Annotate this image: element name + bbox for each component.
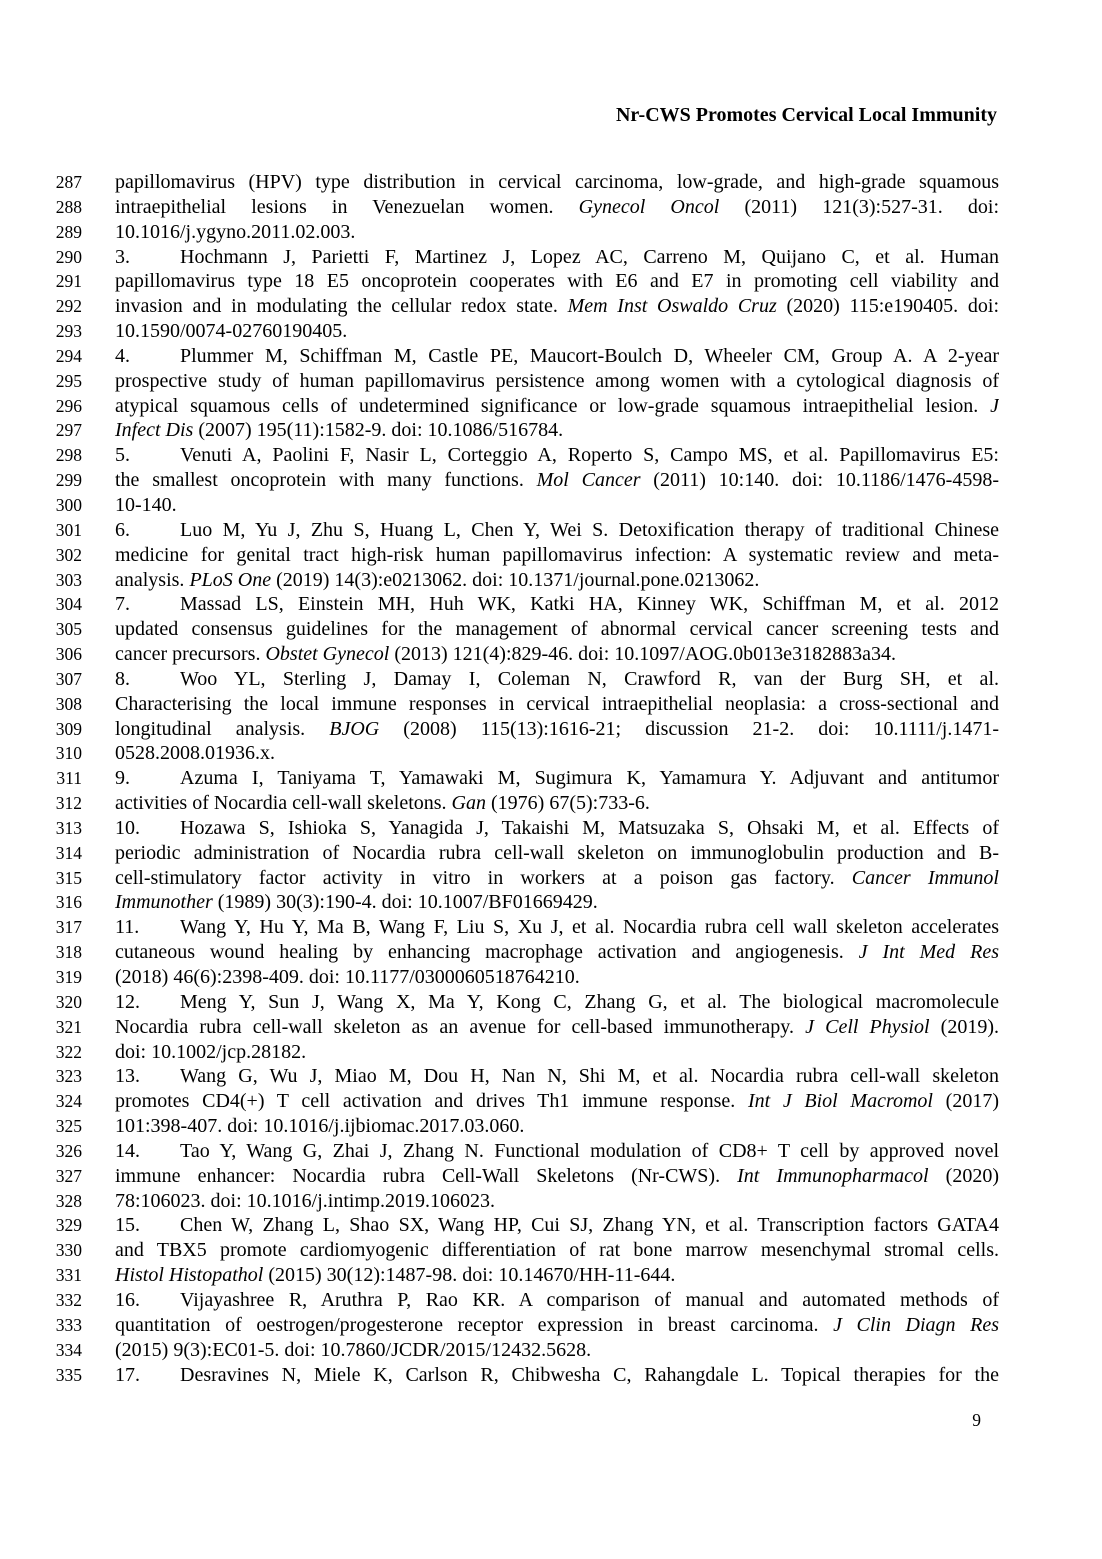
line-text bbox=[115, 717, 999, 741]
line-number: 289 bbox=[55, 221, 82, 242]
text-line bbox=[0, 195, 1102, 220]
line-number: 330 bbox=[55, 1240, 82, 1261]
text-line bbox=[0, 592, 1102, 617]
reference-number: 13. bbox=[115, 1065, 140, 1088]
line-number: 325 bbox=[55, 1116, 82, 1137]
text-segment: 101:398-407. doi: 10.1016/j.ijbiomac.2017.03.060. bbox=[115, 1115, 525, 1138]
line-number: 324 bbox=[55, 1091, 82, 1112]
text-segment: cutaneous wound healing by enhancing macrophage activation and angiogenesis. bbox=[115, 941, 859, 964]
line-number: 308 bbox=[55, 693, 82, 714]
text-segment: (1989) 30(3):190-4. doi: 10.1007/BF01669429. bbox=[212, 891, 598, 914]
text-line bbox=[0, 369, 1102, 394]
line-number: 334 bbox=[55, 1339, 82, 1360]
line-text bbox=[115, 369, 999, 393]
reference-number: 12. bbox=[115, 990, 140, 1013]
text-segment: Nocardia rubra cell-wall skeleton as an avenue for cell-based immunotherapy. bbox=[115, 1015, 806, 1038]
text-line bbox=[0, 294, 1102, 319]
running-header: Nr-CWS Promotes Cervical Local Immunity bbox=[615, 104, 997, 126]
text-segment: longitudinal analysis. bbox=[115, 717, 330, 740]
journal-name: Int J Biol Macromol bbox=[747, 1090, 933, 1113]
line-text bbox=[115, 1213, 999, 1237]
line-number: 296 bbox=[55, 395, 82, 416]
text-segment: (2020) bbox=[928, 1164, 999, 1187]
line-text bbox=[115, 468, 999, 492]
line-text bbox=[115, 568, 999, 592]
line-number: 331 bbox=[55, 1265, 82, 1286]
line-text bbox=[115, 418, 999, 442]
text-line bbox=[0, 1238, 1102, 1263]
text-segment: medicine for genital tract high-risk human papillomavirus infection: A systematic review and meta- bbox=[115, 543, 999, 566]
text-segment: (2019). bbox=[929, 1015, 999, 1038]
line-number: 292 bbox=[55, 296, 82, 317]
journal-name: Mol Cancer bbox=[536, 469, 641, 492]
text-segment: Massad LS, Einstein MH, Huh WK, Katki HA, Kinney WK, Schiffman M, et al. 2012 bbox=[180, 593, 999, 616]
text-segment: activities of Nocardia cell-wall skeletons. bbox=[115, 792, 452, 815]
line-text bbox=[115, 915, 999, 939]
line-text bbox=[115, 269, 999, 293]
text-segment: quantitation of oestrogen/progesterone receptor expression in breast carcinoma. bbox=[115, 1313, 834, 1336]
line-number: 306 bbox=[55, 644, 82, 665]
text-line bbox=[0, 990, 1102, 1015]
text-line bbox=[0, 568, 1102, 593]
line-text bbox=[115, 195, 999, 219]
text-line bbox=[0, 766, 1102, 791]
text-segment: Plummer M, Schiffman M, Castle PE, Maucort-Boulch D, Wheeler CM, Group A. A 2-year bbox=[180, 344, 999, 367]
page-number: 9 bbox=[972, 1410, 981, 1430]
line-text bbox=[115, 220, 999, 244]
reference-number: 10. bbox=[115, 816, 140, 839]
journal-name: PLoS One bbox=[189, 568, 272, 591]
text-line bbox=[0, 890, 1102, 915]
text-segment: promotes CD4(+) T cell activation and drives Th1 immune response. bbox=[115, 1090, 748, 1113]
line-number: 312 bbox=[55, 793, 82, 814]
line-text bbox=[115, 518, 999, 542]
text-line bbox=[0, 642, 1102, 667]
text-segment: (2015) 30(12):1487-98. doi: 10.14670/HH-11-644. bbox=[263, 1264, 676, 1287]
line-number: 323 bbox=[55, 1066, 82, 1087]
text-line bbox=[0, 394, 1102, 419]
text-line bbox=[0, 1089, 1102, 1114]
text-line bbox=[0, 692, 1102, 717]
text-segment: Luo M, Yu J, Zhu S, Huang L, Chen Y, Wei S. Detoxification therapy of traditional Chinese bbox=[180, 518, 999, 541]
text-line bbox=[0, 1114, 1102, 1139]
line-text bbox=[115, 493, 999, 517]
line-number: 299 bbox=[55, 470, 82, 491]
line-number: 322 bbox=[55, 1041, 82, 1062]
line-text bbox=[115, 170, 999, 194]
line-number: 294 bbox=[55, 345, 82, 366]
line-text bbox=[115, 1363, 999, 1387]
line-number: 290 bbox=[55, 246, 82, 267]
line-number: 335 bbox=[55, 1364, 82, 1385]
line-number: 321 bbox=[55, 1016, 82, 1037]
text-segment: Hochmann J, Parietti F, Martinez J, Lopez AC, Carreno M, Quijano C, et al. Human bbox=[180, 245, 999, 268]
text-segment: Desravines N, Miele K, Carlson R, Chibwesha C, Rahangdale L. Topical therapies for the bbox=[180, 1363, 999, 1386]
journal-name: BJOG bbox=[329, 717, 380, 740]
line-text bbox=[115, 443, 999, 467]
line-number: 302 bbox=[55, 544, 82, 565]
journal-name: Obstet Gynecol bbox=[265, 643, 390, 666]
text-segment: cancer precursors. bbox=[115, 643, 266, 666]
text-line bbox=[0, 1313, 1102, 1338]
line-number: 313 bbox=[55, 817, 82, 838]
journal-name: Gynecol Oncol bbox=[578, 195, 720, 218]
text-line bbox=[0, 1015, 1102, 1040]
text-line bbox=[0, 1213, 1102, 1238]
journal-name: J bbox=[990, 394, 999, 417]
text-line bbox=[0, 791, 1102, 816]
journal-name: Histol Histopathol bbox=[115, 1264, 264, 1287]
text-line bbox=[0, 1338, 1102, 1363]
text-line bbox=[0, 344, 1102, 369]
text-segment: Woo YL, Sterling J, Damay I, Coleman N, Crawford R, van der Burg SH, et al. bbox=[180, 667, 999, 690]
text-line bbox=[0, 1040, 1102, 1065]
line-number: 326 bbox=[55, 1140, 82, 1161]
text-segment: papillomavirus (HPV) type distribution in cervical carcinoma, low-grade, and high-grade squamous bbox=[115, 171, 999, 193]
text-segment: Azuma I, Taniyama T, Yamawaki M, Sugimura K, Yamamura Y. Adjuvant and antitumor bbox=[180, 767, 999, 790]
text-segment: (2020) 115:e190405. doi: bbox=[776, 295, 999, 318]
line-number: 293 bbox=[55, 321, 82, 342]
text-segment: 10-140. bbox=[115, 493, 177, 516]
line-number: 305 bbox=[55, 619, 82, 640]
text-line bbox=[0, 245, 1102, 270]
line-text bbox=[115, 1288, 999, 1312]
text-segment: 10.1016/j.ygyno.2011.02.003. bbox=[115, 220, 356, 243]
text-segment: Characterising the local immune responses in cervical intraepithelial neoplasia: a cross-sectional and bbox=[115, 692, 999, 715]
line-text bbox=[115, 841, 999, 865]
text-segment: (2011) 10:140. doi: 10.1186/1476-4598- bbox=[640, 469, 999, 492]
line-text bbox=[115, 1114, 999, 1138]
text-segment: (2011) 121(3):527-31. doi: bbox=[719, 195, 999, 218]
text-segment: the smallest oncoprotein with many functions. bbox=[115, 469, 537, 492]
text-line bbox=[0, 1263, 1102, 1288]
text-line bbox=[0, 418, 1102, 443]
text-segment: (2019) 14(3):e0213062. doi: 10.1371/journal.pone.0213062. bbox=[271, 568, 760, 591]
journal-name: J Int Med Res bbox=[858, 941, 999, 964]
text-segment: 0528.2008.01936.x. bbox=[115, 742, 275, 765]
text-segment: (2008) 115(13):1616-21; discussion 21-2. doi: 10.1111/j.1471- bbox=[379, 717, 999, 740]
text-segment: Meng Y, Sun J, Wang X, Ma Y, Kong C, Zhang G, et al. The biological macromolecule bbox=[180, 990, 999, 1013]
text-line bbox=[0, 269, 1102, 294]
text-line bbox=[0, 841, 1102, 866]
text-segment: immune enhancer: Nocardia rubra Cell-Wall Skeletons (Nr-CWS). bbox=[115, 1164, 738, 1187]
text-line bbox=[0, 617, 1102, 642]
line-text bbox=[115, 1015, 999, 1039]
text-line bbox=[0, 319, 1102, 344]
journal-name: Int Immunopharmacol bbox=[737, 1164, 929, 1187]
line-text bbox=[115, 319, 999, 343]
line-number: 319 bbox=[55, 967, 82, 987]
text-segment: Vijayashree R, Aruthra P, Rao KR. A comparison of manual and automated methods of bbox=[180, 1288, 999, 1311]
text-line bbox=[0, 1288, 1102, 1313]
line-text bbox=[115, 1189, 999, 1213]
line-number: 301 bbox=[55, 519, 82, 540]
text-line bbox=[0, 170, 1102, 195]
line-number: 315 bbox=[55, 867, 82, 888]
text-line bbox=[0, 518, 1102, 543]
text-segment: cell-stimulatory factor activity in vitro in workers at a poison gas factory. bbox=[115, 866, 852, 889]
text-line bbox=[0, 866, 1102, 891]
reference-number: 14. bbox=[115, 1139, 140, 1162]
text-line bbox=[0, 443, 1102, 468]
text-line bbox=[0, 468, 1102, 493]
line-text bbox=[115, 692, 999, 716]
text-line bbox=[0, 1139, 1102, 1164]
text-line bbox=[0, 220, 1102, 245]
line-text bbox=[115, 990, 999, 1014]
text-segment: (2013) 121(4):829-46. doi: 10.1097/AOG.0b013e3182883a34. bbox=[389, 643, 896, 666]
line-number: 307 bbox=[55, 668, 82, 689]
text-segment: analysis. bbox=[115, 568, 190, 591]
journal-name: J Clin Diagn Res bbox=[833, 1313, 999, 1336]
reference-number: 16. bbox=[115, 1288, 140, 1311]
journal-name: Immunother bbox=[115, 891, 213, 914]
text-line bbox=[0, 741, 1102, 766]
line-number: 291 bbox=[55, 271, 82, 292]
reference-number: 11. bbox=[115, 916, 140, 939]
line-number: 295 bbox=[55, 370, 82, 391]
text-line bbox=[0, 493, 1102, 518]
line-number: 287 bbox=[55, 172, 82, 192]
text-segment: Tao Y, Wang G, Zhai J, Zhang N. Functional modulation of CD8+ T cell by approved novel bbox=[180, 1139, 999, 1162]
line-text bbox=[115, 791, 999, 815]
line-number: 327 bbox=[55, 1165, 82, 1186]
text-line bbox=[0, 1164, 1102, 1189]
text-line bbox=[0, 1189, 1102, 1214]
line-number: 303 bbox=[55, 569, 82, 590]
journal-name: Infect Dis bbox=[115, 419, 194, 442]
line-text bbox=[115, 890, 999, 914]
line-text bbox=[115, 543, 999, 567]
line-number: 333 bbox=[55, 1314, 82, 1335]
text-segment: (2017) bbox=[933, 1090, 999, 1113]
line-text bbox=[115, 344, 999, 368]
text-segment: (2018) 46(6):2398-409. doi: 10.1177/0300060518764210. bbox=[115, 966, 580, 988]
text-segment: doi: 10.1002/jcp.28182. bbox=[115, 1040, 307, 1063]
line-text bbox=[115, 617, 999, 641]
line-number: 311 bbox=[56, 768, 82, 789]
reference-number: 5. bbox=[115, 444, 130, 467]
text-line bbox=[0, 717, 1102, 742]
line-number: 332 bbox=[55, 1289, 82, 1310]
text-segment: Chen W, Zhang L, Shao SX, Wang HP, Cui SJ, Zhang YN, et al. Transcription factors GATA4 bbox=[180, 1214, 999, 1237]
text-segment: atypical squamous cells of undetermined significance or low-grade squamous intraepithelial lesion. bbox=[115, 394, 991, 417]
line-text bbox=[115, 1338, 999, 1362]
reference-number: 15. bbox=[115, 1214, 140, 1237]
line-number: 304 bbox=[55, 594, 82, 615]
text-line bbox=[0, 1064, 1102, 1089]
line-text bbox=[115, 1164, 999, 1188]
text-segment: updated consensus guidelines for the management of abnormal cervical cancer screening tests and bbox=[115, 618, 999, 641]
text-line bbox=[0, 915, 1102, 940]
reference-number: 6. bbox=[115, 518, 130, 541]
reference-list bbox=[0, 170, 1102, 1387]
text-segment: 10.1590/0074-02760190405. bbox=[115, 320, 348, 343]
line-text bbox=[115, 816, 999, 840]
line-number: 297 bbox=[55, 420, 82, 441]
reference-number: 4. bbox=[115, 344, 130, 367]
line-text bbox=[115, 642, 999, 666]
line-text bbox=[115, 1238, 999, 1262]
line-number: 314 bbox=[55, 842, 82, 863]
text-line bbox=[0, 816, 1102, 841]
line-number: 329 bbox=[55, 1215, 82, 1236]
text-line bbox=[0, 940, 1102, 965]
line-text bbox=[115, 965, 999, 989]
line-text bbox=[115, 1263, 999, 1287]
text-line bbox=[0, 543, 1102, 568]
text-segment: periodic administration of Nocardia rubra cell-wall skeleton on immunoglobulin production and B- bbox=[115, 841, 999, 864]
text-segment: (2015) 9(3):EC01-5. doi: 10.7860/JCDR/2015/12432.5628. bbox=[115, 1338, 592, 1361]
text-segment: and TBX5 promote cardiomyogenic differentiation of rat bone marrow mesenchymal stromal cells. bbox=[115, 1239, 999, 1262]
line-text bbox=[115, 667, 999, 691]
text-segment: prospective study of human papillomavirus persistence among women with a cytological diagnosis of bbox=[115, 369, 999, 392]
text-segment: intraepithelial lesions in Venezuelan women. bbox=[115, 195, 579, 218]
reference-number: 17. bbox=[115, 1363, 140, 1386]
text-line bbox=[0, 667, 1102, 692]
journal-name: J Cell Physiol bbox=[805, 1015, 930, 1038]
line-number: 328 bbox=[55, 1190, 82, 1211]
line-text bbox=[115, 1139, 999, 1163]
line-text bbox=[115, 294, 999, 318]
line-text bbox=[115, 245, 999, 269]
text-segment: Venuti A, Paolini F, Nasir L, Corteggio A, Roperto S, Campo MS, et al. Papillomavirus E5: bbox=[180, 444, 999, 467]
text-segment: (2007) 195(11):1582-9. doi: 10.1086/516784. bbox=[193, 419, 564, 442]
line-text bbox=[115, 1064, 999, 1088]
text-segment: Wang G, Wu J, Miao M, Dou H, Nan N, Shi M, et al. Nocardia rubra cell-wall skeleton bbox=[180, 1065, 999, 1088]
line-number: 316 bbox=[55, 892, 82, 913]
line-text bbox=[115, 741, 999, 765]
line-number: 317 bbox=[55, 917, 82, 938]
line-text bbox=[115, 592, 999, 616]
text-line bbox=[0, 1363, 1102, 1388]
line-number: 309 bbox=[55, 718, 82, 739]
line-number: 300 bbox=[55, 494, 82, 515]
text-segment: Wang Y, Hu Y, Ma B, Wang F, Liu S, Xu J, et al. Nocardia rubra cell wall skeleton accelerates bbox=[180, 916, 999, 939]
reference-number: 8. bbox=[115, 667, 130, 690]
line-number: 288 bbox=[55, 196, 82, 217]
journal-name: Cancer Immunol bbox=[851, 866, 999, 889]
line-number: 318 bbox=[55, 942, 82, 963]
line-text bbox=[115, 766, 999, 790]
line-text bbox=[115, 394, 999, 418]
line-text bbox=[115, 940, 999, 964]
reference-number: 9. bbox=[115, 767, 130, 790]
text-segment: invasion and in modulating the cellular redox state. bbox=[115, 295, 568, 318]
text-segment: 78:106023. doi: 10.1016/j.intimp.2019.106023. bbox=[115, 1189, 496, 1212]
text-segment: (1976) 67(5):733-6. bbox=[486, 792, 650, 815]
text-line bbox=[0, 965, 1102, 990]
text-segment: Hozawa S, Ishioka S, Yanagida J, Takaishi M, Matsuzaka S, Ohsaki M, et al. Effects of bbox=[180, 816, 999, 839]
line-number: 310 bbox=[55, 743, 82, 764]
line-text bbox=[115, 1089, 999, 1113]
line-text bbox=[115, 1040, 999, 1064]
line-text bbox=[115, 866, 999, 890]
journal-name: Gan bbox=[451, 792, 486, 815]
reference-number: 3. bbox=[115, 245, 130, 268]
journal-name: Mem Inst Oswaldo Cruz bbox=[567, 295, 777, 318]
line-number: 298 bbox=[55, 445, 82, 466]
line-text bbox=[115, 1313, 999, 1337]
line-number: 320 bbox=[55, 991, 82, 1012]
reference-number: 7. bbox=[115, 593, 130, 616]
text-segment: papillomavirus type 18 E5 oncoprotein cooperates with E6 and E7 in promoting cell viability and bbox=[115, 270, 999, 293]
